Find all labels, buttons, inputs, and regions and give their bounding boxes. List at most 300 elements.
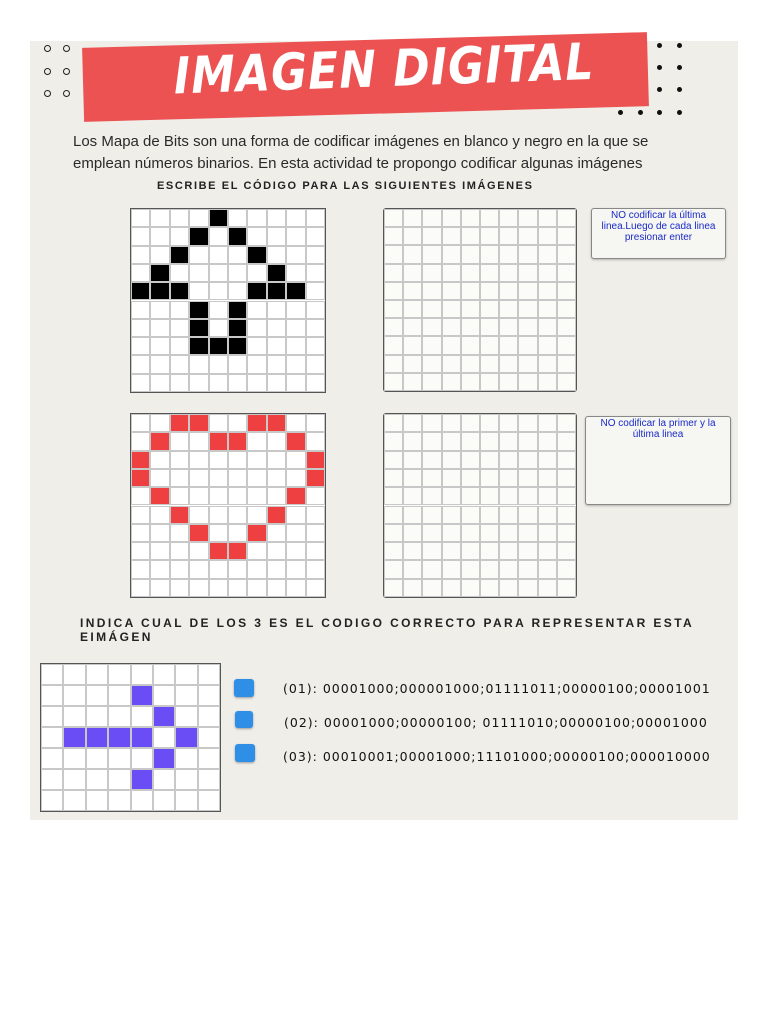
grid-cell[interactable]	[518, 432, 537, 450]
grid-cell[interactable]	[538, 506, 557, 524]
blue-arrow-filled-cell	[131, 769, 153, 790]
grid-cell[interactable]	[422, 414, 441, 432]
grid-cell	[306, 542, 325, 560]
grid-cell	[228, 414, 247, 432]
grid-cell[interactable]	[518, 487, 537, 505]
option-3-label: (03): 00010001;00001000;11101000;00000100;000010000	[283, 749, 711, 764]
option-3-button[interactable]	[235, 744, 255, 762]
grid-cell[interactable]	[518, 318, 537, 336]
grid-cell[interactable]	[557, 487, 576, 505]
grid-cell[interactable]	[403, 487, 422, 505]
grid-cell	[131, 542, 150, 560]
grid-cell[interactable]	[538, 487, 557, 505]
grid-cell	[306, 432, 325, 450]
grid-cell[interactable]	[538, 469, 557, 487]
grid-cell[interactable]	[384, 336, 403, 354]
grid-cell	[286, 337, 305, 355]
grid-cell[interactable]	[518, 469, 537, 487]
instruction-note-2: NO codificar la primer y la última linea	[585, 416, 731, 505]
grid-cell[interactable]	[403, 209, 422, 227]
grid-cell[interactable]	[461, 245, 480, 263]
grid-cell[interactable]	[422, 373, 441, 391]
grid-cell[interactable]	[422, 506, 441, 524]
grid-cell	[108, 706, 130, 727]
grid-cell	[41, 769, 63, 790]
grid-cell[interactable]	[461, 355, 480, 373]
grid-cell[interactable]	[384, 264, 403, 282]
grid-cell	[228, 374, 247, 392]
grid-cell[interactable]	[403, 264, 422, 282]
grid-cell	[63, 748, 85, 769]
grid-cell	[150, 319, 169, 337]
grid-cell[interactable]	[442, 579, 461, 597]
grid-cell[interactable]	[499, 373, 518, 391]
grid-cell[interactable]	[557, 336, 576, 354]
grid-cell[interactable]	[461, 209, 480, 227]
grid-cell[interactable]	[480, 542, 499, 560]
grid-cell[interactable]	[538, 373, 557, 391]
grid-cell[interactable]	[384, 579, 403, 597]
grid-cell	[131, 748, 153, 769]
grid-cell[interactable]	[499, 318, 518, 336]
grid-cell	[267, 301, 286, 319]
grid-cell	[170, 374, 189, 392]
grid-cell[interactable]	[557, 245, 576, 263]
grid-cell	[306, 487, 325, 505]
grid-cell	[247, 487, 266, 505]
grid-cell[interactable]	[557, 542, 576, 560]
grid-cell[interactable]	[480, 373, 499, 391]
grid-cell[interactable]	[480, 524, 499, 542]
grid-cell[interactable]	[442, 542, 461, 560]
grid-cell[interactable]	[518, 451, 537, 469]
grid-cell[interactable]	[422, 432, 441, 450]
heart-filled-cell	[150, 432, 169, 450]
grid-cell[interactable]	[538, 209, 557, 227]
grid-cell[interactable]	[480, 245, 499, 263]
grid-cell[interactable]	[442, 282, 461, 300]
grid-cell[interactable]	[538, 451, 557, 469]
grid-cell[interactable]	[384, 451, 403, 469]
grid-cell[interactable]	[538, 524, 557, 542]
grid-cell[interactable]	[384, 373, 403, 391]
grid-cell[interactable]	[538, 300, 557, 318]
grid-cell[interactable]	[499, 451, 518, 469]
arrow-filled-cell	[170, 282, 189, 300]
grid-cell[interactable]	[499, 227, 518, 245]
grid-cell	[150, 355, 169, 373]
grid-cell[interactable]	[557, 432, 576, 450]
grid-cell[interactable]	[480, 487, 499, 505]
grid-cell	[170, 560, 189, 578]
grid-cell[interactable]	[403, 300, 422, 318]
grid-cell[interactable]	[442, 336, 461, 354]
grid-cell[interactable]	[461, 227, 480, 245]
grid-cell	[286, 414, 305, 432]
option-2-button[interactable]	[235, 711, 253, 728]
grid-cell	[209, 227, 228, 245]
grid-cell[interactable]	[499, 560, 518, 578]
grid-cell[interactable]	[499, 432, 518, 450]
grid-cell[interactable]	[480, 451, 499, 469]
pixel-grid-heart	[130, 413, 326, 598]
grid-cell	[209, 282, 228, 300]
grid-cell[interactable]	[403, 414, 422, 432]
grid-cell	[209, 579, 228, 597]
grid-cell[interactable]	[499, 469, 518, 487]
grid-cell	[247, 209, 266, 227]
grid-cell	[267, 246, 286, 264]
grid-cell[interactable]	[480, 209, 499, 227]
grid-cell[interactable]	[442, 524, 461, 542]
grid-cell[interactable]	[499, 245, 518, 263]
grid-cell	[286, 374, 305, 392]
page-title: IMAGEN DIGITAL	[172, 32, 596, 107]
grid-cell[interactable]	[480, 336, 499, 354]
grid-cell[interactable]	[480, 264, 499, 282]
grid-cell	[131, 487, 150, 505]
pixel-grid-right-arrow	[40, 663, 221, 812]
grid-cell[interactable]	[538, 414, 557, 432]
grid-cell	[170, 337, 189, 355]
grid-cell[interactable]	[403, 542, 422, 560]
heart-filled-cell	[209, 542, 228, 560]
grid-cell[interactable]	[461, 373, 480, 391]
grid-cell[interactable]	[384, 560, 403, 578]
grid-cell[interactable]	[499, 487, 518, 505]
grid-cell[interactable]	[538, 560, 557, 578]
grid-cell[interactable]	[422, 469, 441, 487]
grid-cell[interactable]	[499, 542, 518, 560]
grid-cell[interactable]	[518, 414, 537, 432]
grid-cell[interactable]	[518, 373, 537, 391]
grid-cell	[108, 769, 130, 790]
grid-cell[interactable]	[538, 245, 557, 263]
grid-cell[interactable]	[461, 579, 480, 597]
grid-cell[interactable]	[403, 245, 422, 263]
grid-cell[interactable]	[403, 227, 422, 245]
grid-cell[interactable]	[403, 469, 422, 487]
grid-cell[interactable]	[518, 209, 537, 227]
grid-cell[interactable]	[461, 560, 480, 578]
grid-cell[interactable]	[442, 300, 461, 318]
grid-cell[interactable]	[557, 355, 576, 373]
grid-cell[interactable]	[384, 542, 403, 560]
grid-cell[interactable]	[442, 469, 461, 487]
grid-cell[interactable]	[384, 282, 403, 300]
grid-cell[interactable]	[461, 300, 480, 318]
grid-cell[interactable]	[403, 560, 422, 578]
arrow-filled-cell	[228, 301, 247, 319]
grid-cell[interactable]	[518, 264, 537, 282]
grid-cell[interactable]	[499, 579, 518, 597]
grid-cell[interactable]	[442, 414, 461, 432]
grid-cell[interactable]	[384, 469, 403, 487]
grid-cell[interactable]	[442, 318, 461, 336]
grid-cell[interactable]	[480, 414, 499, 432]
grid-cell	[63, 685, 85, 706]
grid-cell[interactable]	[422, 579, 441, 597]
arrow-filled-cell	[189, 301, 208, 319]
grid-cell	[63, 790, 85, 811]
grid-cell[interactable]	[422, 282, 441, 300]
grid-cell[interactable]	[461, 336, 480, 354]
grid-cell[interactable]	[480, 469, 499, 487]
grid-cell[interactable]	[557, 318, 576, 336]
grid-cell[interactable]	[442, 506, 461, 524]
grid-cell[interactable]	[403, 282, 422, 300]
grid-cell[interactable]	[557, 414, 576, 432]
grid-cell[interactable]	[422, 318, 441, 336]
grid-cell[interactable]	[518, 227, 537, 245]
grid-cell	[108, 685, 130, 706]
grid-cell[interactable]	[518, 579, 537, 597]
grid-cell[interactable]	[480, 227, 499, 245]
grid-cell[interactable]	[403, 506, 422, 524]
grid-cell[interactable]	[557, 579, 576, 597]
grid-cell	[189, 487, 208, 505]
grid-cell[interactable]	[422, 451, 441, 469]
grid-cell[interactable]	[518, 300, 537, 318]
grid-cell	[189, 264, 208, 282]
grid-cell	[175, 769, 197, 790]
grid-cell[interactable]	[538, 579, 557, 597]
grid-cell[interactable]	[480, 282, 499, 300]
grid-cell[interactable]	[384, 432, 403, 450]
grid-cell[interactable]	[557, 451, 576, 469]
heart-filled-cell	[170, 506, 189, 524]
grid-cell[interactable]	[480, 560, 499, 578]
grid-cell[interactable]	[480, 355, 499, 373]
arrow-filled-cell	[189, 319, 208, 337]
grid-cell[interactable]	[480, 432, 499, 450]
grid-cell[interactable]	[422, 560, 441, 578]
grid-cell[interactable]	[403, 432, 422, 450]
grid-cell	[306, 560, 325, 578]
grid-cell[interactable]	[480, 300, 499, 318]
grid-cell[interactable]	[538, 227, 557, 245]
blue-arrow-filled-cell	[153, 748, 175, 769]
grid-cell[interactable]	[384, 355, 403, 373]
grid-cell	[170, 209, 189, 227]
grid-cell[interactable]	[461, 524, 480, 542]
grid-cell[interactable]	[403, 336, 422, 354]
grid-cell	[286, 542, 305, 560]
grid-cell	[209, 301, 228, 319]
grid-cell[interactable]	[384, 414, 403, 432]
grid-cell[interactable]	[461, 542, 480, 560]
grid-cell	[108, 664, 130, 685]
grid-cell[interactable]	[442, 264, 461, 282]
grid-cell	[131, 432, 150, 450]
grid-cell	[131, 560, 150, 578]
grid-cell[interactable]	[518, 282, 537, 300]
grid-cell	[247, 374, 266, 392]
grid-cell	[153, 790, 175, 811]
grid-cell	[170, 301, 189, 319]
grid-cell[interactable]	[384, 209, 403, 227]
grid-cell[interactable]	[403, 524, 422, 542]
grid-cell[interactable]	[557, 524, 576, 542]
grid-cell[interactable]	[442, 227, 461, 245]
grid-cell[interactable]	[422, 264, 441, 282]
grid-cell[interactable]	[422, 227, 441, 245]
grid-cell[interactable]	[403, 451, 422, 469]
grid-cell[interactable]	[442, 355, 461, 373]
grid-cell	[306, 227, 325, 245]
grid-cell	[267, 524, 286, 542]
arrow-filled-cell	[247, 282, 266, 300]
grid-cell[interactable]	[461, 264, 480, 282]
grid-cell	[198, 769, 220, 790]
grid-cell[interactable]	[442, 209, 461, 227]
heart-filled-cell	[286, 432, 305, 450]
grid-cell[interactable]	[422, 245, 441, 263]
grid-cell	[267, 542, 286, 560]
grid-cell	[150, 246, 169, 264]
grid-cell[interactable]	[461, 282, 480, 300]
grid-cell[interactable]	[480, 506, 499, 524]
blue-arrow-filled-cell	[175, 727, 197, 748]
grid-cell[interactable]	[442, 487, 461, 505]
grid-cell[interactable]	[518, 245, 537, 263]
blue-arrow-filled-cell	[131, 727, 153, 748]
grid-cell[interactable]	[557, 469, 576, 487]
grid-cell[interactable]	[499, 524, 518, 542]
grid-cell[interactable]	[422, 300, 441, 318]
grid-cell	[286, 301, 305, 319]
grid-cell[interactable]	[384, 245, 403, 263]
grid-cell	[267, 337, 286, 355]
grid-cell[interactable]	[518, 560, 537, 578]
grid-cell[interactable]	[557, 227, 576, 245]
grid-cell[interactable]	[422, 487, 441, 505]
grid-cell[interactable]	[422, 355, 441, 373]
grid-cell[interactable]	[499, 209, 518, 227]
grid-cell[interactable]	[557, 209, 576, 227]
grid-cell	[131, 506, 150, 524]
grid-cell[interactable]	[461, 469, 480, 487]
grid-cell[interactable]	[538, 264, 557, 282]
grid-cell[interactable]	[538, 318, 557, 336]
answer-grid-2[interactable]	[383, 413, 577, 598]
grid-cell[interactable]	[442, 432, 461, 450]
grid-cell[interactable]	[461, 487, 480, 505]
grid-cell	[150, 414, 169, 432]
grid-cell[interactable]	[499, 300, 518, 318]
grid-cell[interactable]	[442, 245, 461, 263]
grid-cell	[150, 374, 169, 392]
grid-cell[interactable]	[461, 318, 480, 336]
grid-cell	[286, 451, 305, 469]
heart-filled-cell	[267, 506, 286, 524]
grid-cell[interactable]	[403, 355, 422, 373]
grid-cell[interactable]	[499, 282, 518, 300]
grid-cell	[286, 246, 305, 264]
grid-cell	[170, 319, 189, 337]
grid-cell[interactable]	[518, 355, 537, 373]
option-1-button[interactable]	[234, 679, 254, 697]
grid-cell	[150, 451, 169, 469]
grid-cell[interactable]	[403, 318, 422, 336]
grid-cell	[175, 706, 197, 727]
grid-cell[interactable]	[442, 560, 461, 578]
grid-cell[interactable]	[384, 227, 403, 245]
grid-cell[interactable]	[461, 506, 480, 524]
grid-cell[interactable]	[557, 264, 576, 282]
grid-cell[interactable]	[422, 336, 441, 354]
arrow-filled-cell	[150, 282, 169, 300]
answer-grid-1[interactable]	[383, 208, 577, 392]
grid-cell[interactable]	[499, 506, 518, 524]
grid-cell[interactable]	[557, 282, 576, 300]
grid-cell[interactable]	[499, 336, 518, 354]
grid-cell[interactable]	[499, 355, 518, 373]
heart-filled-cell	[131, 451, 150, 469]
grid-cell[interactable]	[384, 487, 403, 505]
grid-cell[interactable]	[538, 355, 557, 373]
grid-cell[interactable]	[422, 209, 441, 227]
grid-cell[interactable]	[557, 373, 576, 391]
grid-cell[interactable]	[442, 373, 461, 391]
grid-cell	[247, 337, 266, 355]
grid-cell[interactable]	[499, 264, 518, 282]
grid-cell	[267, 374, 286, 392]
grid-cell	[228, 506, 247, 524]
grid-cell[interactable]	[403, 373, 422, 391]
grid-cell	[150, 209, 169, 227]
grid-cell[interactable]	[442, 451, 461, 469]
grid-cell	[267, 432, 286, 450]
grid-cell	[209, 355, 228, 373]
grid-cell[interactable]	[384, 506, 403, 524]
grid-cell	[170, 487, 189, 505]
grid-cell[interactable]	[461, 432, 480, 450]
grid-cell	[267, 487, 286, 505]
grid-cell	[41, 727, 63, 748]
grid-cell[interactable]	[461, 414, 480, 432]
grid-cell	[228, 282, 247, 300]
grid-cell[interactable]	[422, 524, 441, 542]
grid-cell[interactable]	[518, 524, 537, 542]
grid-cell[interactable]	[538, 336, 557, 354]
grid-cell[interactable]	[384, 300, 403, 318]
grid-cell[interactable]	[538, 542, 557, 560]
grid-cell[interactable]	[518, 336, 537, 354]
grid-cell[interactable]	[480, 318, 499, 336]
grid-cell[interactable]	[557, 560, 576, 578]
grid-cell[interactable]	[538, 432, 557, 450]
grid-cell[interactable]	[518, 506, 537, 524]
grid-cell[interactable]	[403, 579, 422, 597]
grid-cell	[189, 506, 208, 524]
instruction-note-1: NO codificar la última linea.Luego de cada linea presionar enter	[591, 208, 726, 259]
grid-cell[interactable]	[461, 451, 480, 469]
intro-line-2: emplean números binarios. En esta actividad te propongo codificar algunas imágenes	[73, 155, 643, 172]
grid-cell[interactable]	[557, 300, 576, 318]
grid-cell	[170, 264, 189, 282]
heart-filled-cell	[189, 414, 208, 432]
grid-cell[interactable]	[518, 542, 537, 560]
grid-cell[interactable]	[557, 506, 576, 524]
grid-cell[interactable]	[384, 318, 403, 336]
grid-cell[interactable]	[422, 542, 441, 560]
grid-cell[interactable]	[499, 414, 518, 432]
grid-cell[interactable]	[384, 524, 403, 542]
grid-cell[interactable]	[538, 282, 557, 300]
grid-cell	[131, 246, 150, 264]
grid-cell[interactable]	[480, 579, 499, 597]
